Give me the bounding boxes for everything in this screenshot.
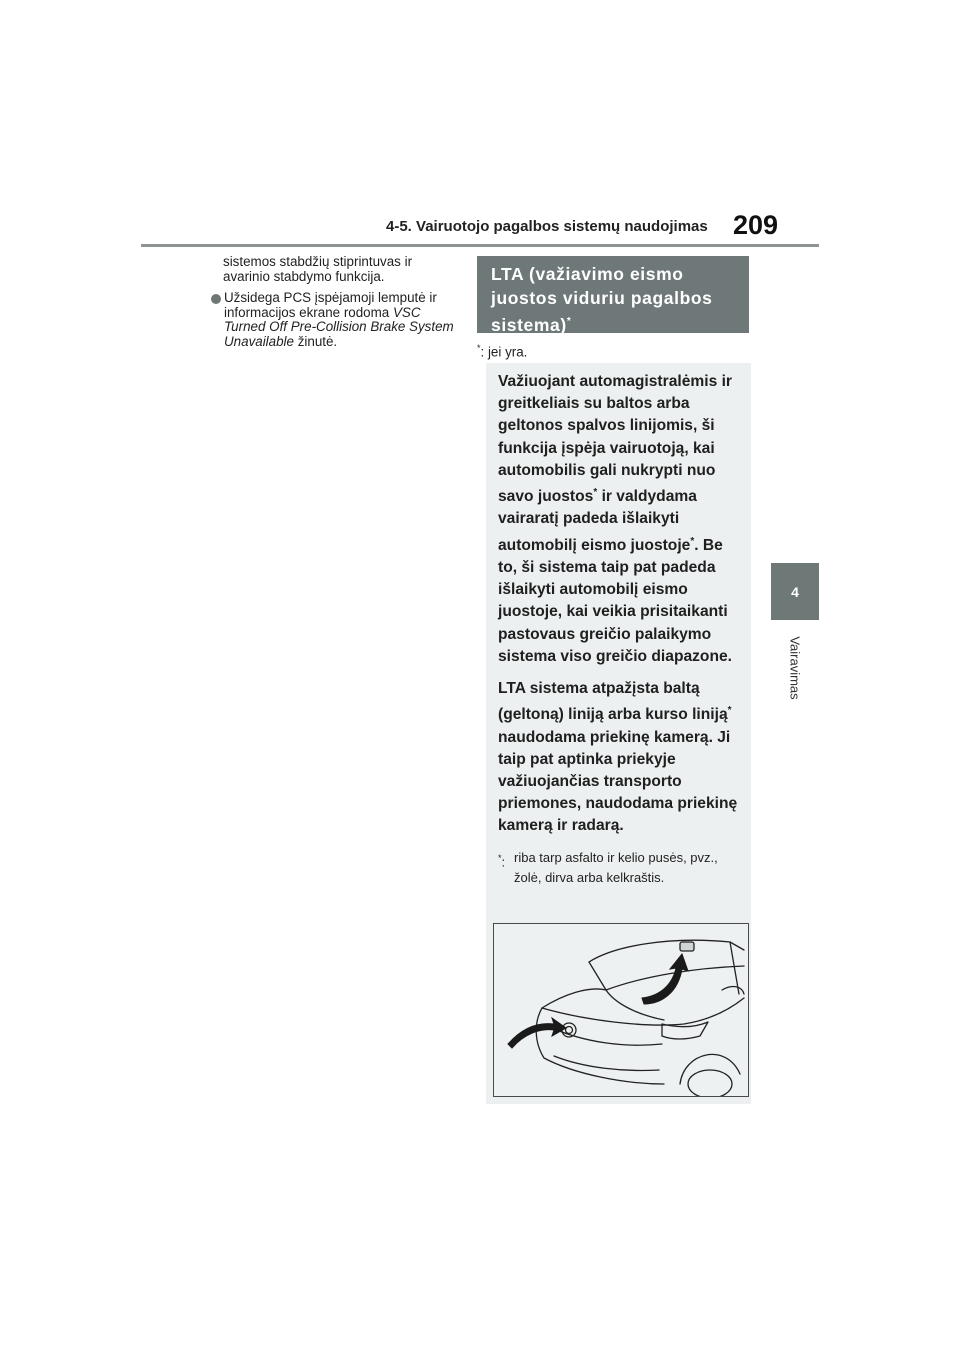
p2-part-a: LTA sistema atpažįsta baltą (geltoną) liniją arba kurso liniją xyxy=(498,680,728,724)
bullet-text-start: Užsidega PCS įspėjamoji lemputė ir informacijos ekrane rodoma xyxy=(224,290,437,320)
p1-marker-1: * xyxy=(593,487,598,499)
section-title-box xyxy=(477,256,749,333)
running-header-title: 4-5. Vairuotojo pagalbos sistemų naudojimas xyxy=(386,218,708,235)
bullet-item xyxy=(211,291,461,349)
bullet-text-end: žinutė. xyxy=(293,333,338,349)
front-camera xyxy=(680,942,694,951)
car-camera-radar-illustration xyxy=(493,923,749,1097)
continued-paragraph: sistemos stabdžių stiprintuvas ir avarinio stabdymo funkcija. xyxy=(223,254,413,284)
p2-marker: * xyxy=(727,705,732,717)
chapter-label: Vairavimas xyxy=(787,636,803,700)
footnote-marker: * xyxy=(477,343,481,353)
p1-part-c: . Be to, ši sistema taip pat padeda išlaikyti automobilį eismo juostoje, kai veikia prisitaikanti pastovaus greičio palaikymo sistema viso greičio diapazone. xyxy=(498,536,732,665)
description-paragraph-1 xyxy=(498,371,741,668)
car-roof-outline xyxy=(589,940,744,962)
footnote-text: : jei yra. xyxy=(480,344,528,360)
box-footnote-text: riba tarp asfalto ir kelio pusės, pvz., žolė, dirva arba kelkraštis. xyxy=(514,849,718,885)
box-footnote-colon: : xyxy=(501,853,506,869)
p1-part-a: Važiuojant automagistralėmis ir greitkeliais su baltos arba geltonos spalvos linijomis, ši funkcija įspėja vairuotoją, kai automobilis gali nukrypti nuo savo juostos xyxy=(498,373,732,506)
bullet-icon xyxy=(211,294,221,304)
p1-part-b: ir valdydama vairaratį padeda išlaikyti automobilį eismo juostoje xyxy=(498,488,697,554)
hood-left-edge xyxy=(542,989,606,1008)
front-bumper xyxy=(536,1008,664,1084)
camera-arrow-icon xyxy=(642,954,688,1004)
header-divider xyxy=(141,244,819,247)
side-mirror xyxy=(722,987,744,994)
box-footnote-asterisk: * xyxy=(498,852,502,863)
p2-part-b: naudodama priekinę kamerą. Ji taip pat aptinka priekyje važiuojančias transporto priemones, naudodama priekinę kamerą ir radarą. xyxy=(498,728,738,835)
front-wheel xyxy=(688,1070,732,1096)
description-paragraph-2 xyxy=(498,678,741,838)
p1-marker-2: * xyxy=(690,535,695,547)
page-number: 209 xyxy=(733,210,779,240)
bullet-text xyxy=(224,291,461,349)
left-column xyxy=(211,255,461,349)
car-illustration-svg xyxy=(494,924,748,1096)
section-title: LTA (važiavimo eismo juostos viduriu pagalbos sistema) xyxy=(491,264,713,335)
bullet-message-italic: VSC Turned Off Pre-Collision Brake System Unavailable xyxy=(224,304,454,349)
chapter-tab xyxy=(771,563,819,620)
curved-arrow-icon xyxy=(508,954,688,1048)
chapter-number: 4 xyxy=(791,583,799,600)
box-footnote-marker xyxy=(498,848,514,888)
box-footnote xyxy=(498,848,741,888)
section-title-marker: * xyxy=(566,316,572,327)
radar-sensor-center xyxy=(566,1027,573,1034)
a-pillar-left xyxy=(589,962,606,990)
section-title-footnote xyxy=(477,343,527,359)
